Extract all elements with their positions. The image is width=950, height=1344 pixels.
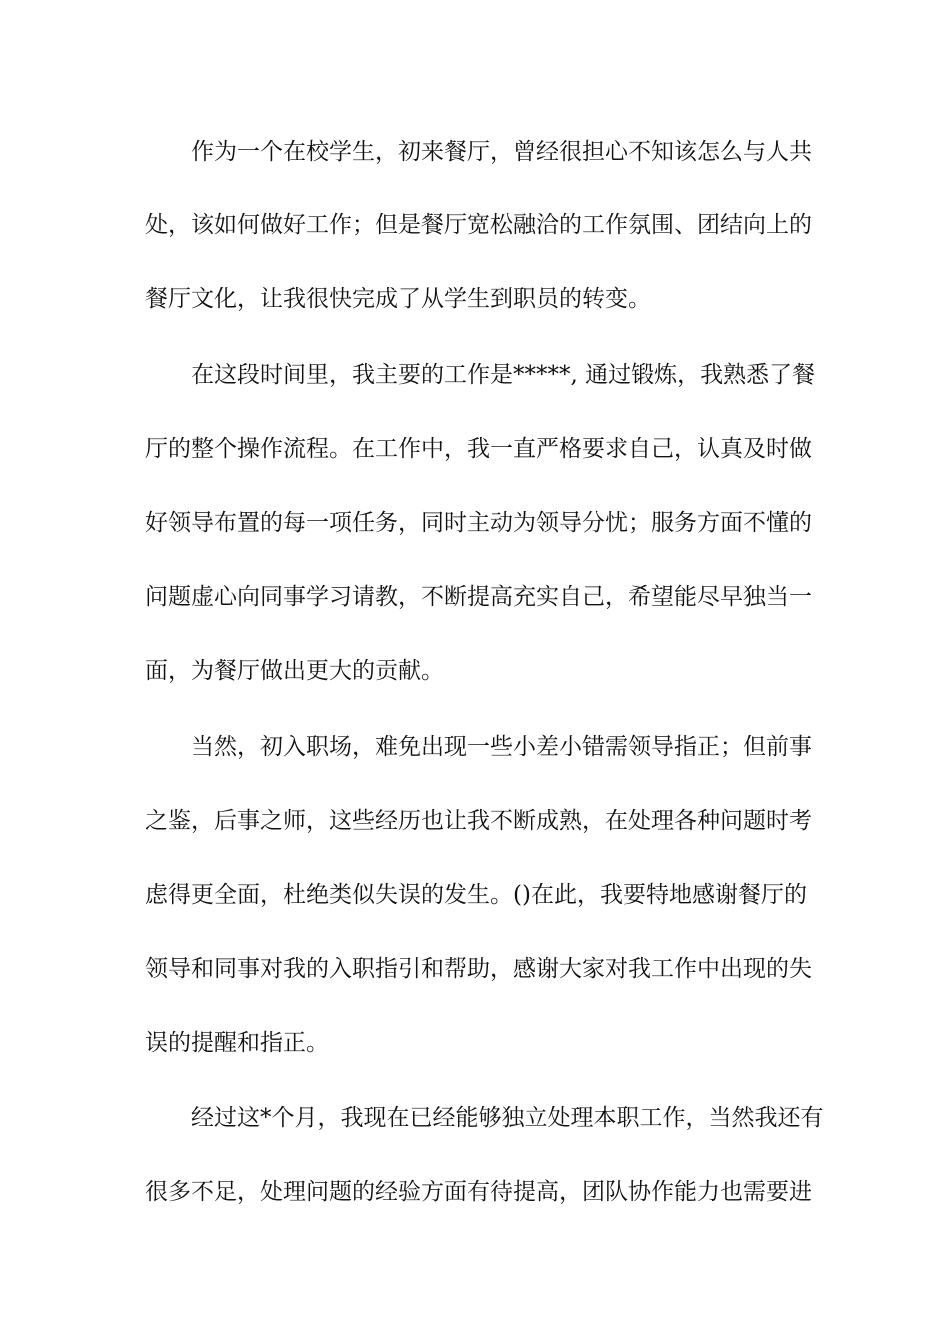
paragraph-4-line-1: 经过这*个月，我现在已经能够独立处理本职工作，当然我还有 bbox=[191, 1105, 824, 1131]
paragraph-3-line-4: 领导和同事对我的入职指引和帮助，感谢大家对我工作中出现的失 bbox=[145, 956, 812, 982]
paragraph-1-line-2: 处，该如何做好工作；但是餐厅宽松融洽的工作氛围、团结向上的 bbox=[145, 212, 812, 238]
paragraph-2-line-1: 在这段时间里，我主要的工作是*****, 通过锻炼，我熟悉了餐 bbox=[191, 362, 816, 388]
paragraph-3-line-3: 虑得更全面，杜绝类似失误的发生。()在此，我要特地感谢餐厅的 bbox=[145, 882, 807, 908]
paragraph-3-line-2: 之鉴，后事之师，这些经历也让我不断成熟，在处理各种问题时考 bbox=[145, 808, 812, 834]
paragraph-3-line-1: 当然，初入职场，难免出现一些小差小错需领导指正；但前事 bbox=[191, 734, 812, 760]
paragraph-2-line-4: 问题虚心向同事学习请教，不断提高充实自己，希望能尽早独当一 bbox=[145, 584, 812, 610]
paragraph-2-line-5: 面，为餐厅做出更大的贡献。 bbox=[145, 658, 444, 684]
paragraph-1-line-3: 餐厅文化，让我很快完成了从学生到职员的转变。 bbox=[145, 286, 651, 312]
paragraph-4-line-2: 很多不足，处理问题的经验方面有待提高，团队协作能力也需要进 bbox=[145, 1179, 812, 1205]
paragraph-2-line-2: 厅的整个操作流程。在工作中，我一直严格要求自己，认真及时做 bbox=[145, 436, 812, 462]
paragraph-2-line-3: 好领导布置的每一项任务，同时主动为领导分忧；服务方面不懂的 bbox=[145, 510, 812, 536]
paragraph-1-line-1: 作为一个在校学生，初来餐厅，曾经很担心不知该怎么与人共 bbox=[191, 139, 812, 165]
paragraph-3-line-5: 误的提醒和指正。 bbox=[145, 1030, 329, 1056]
